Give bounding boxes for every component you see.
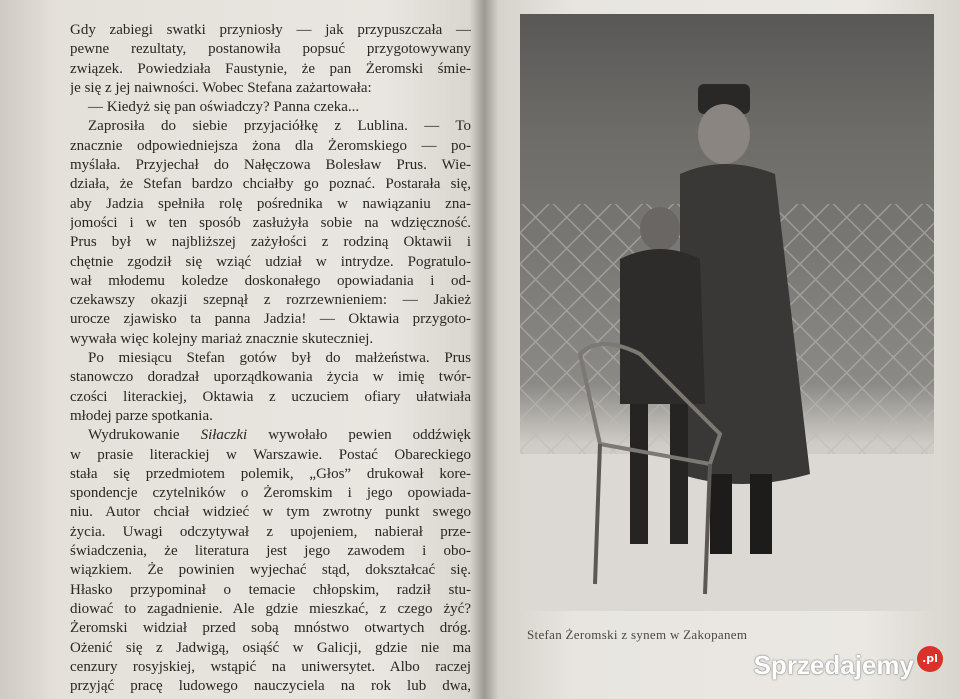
text-line: je się z jej naiwności. Wobec Stefana zażartowała: [70, 79, 372, 96]
text-line: w prasie literackiej w Warszawie. Postać Obareckiego [70, 446, 471, 463]
left-page-text [70, 21, 471, 696]
italic-title: Siłaczki [200, 427, 248, 444]
text-line: — Kiedyż się pan oświadczy? Panna czeka... [88, 99, 360, 116]
text-line: myślała. Przyjechał do Nałęczowa Bolesław Prus. Wie- [70, 157, 471, 174]
text-line: czekawszy okazji szepnął z rozrzewnieniem: — Jakież [70, 292, 471, 309]
text-line: Hłasko przypominał o temacie chłopskim, radził stu- [70, 581, 471, 598]
watermark [754, 646, 943, 680]
text-line: chętnie zgodził się wziąć udział w intrydze. Pogratulo- [70, 253, 471, 270]
photograph-zeromski-with-son [520, 14, 934, 611]
text-line [70, 426, 471, 445]
text-line: diować to zagadnienie. Ale gdzie mieszkać, z czego żyć? [70, 600, 471, 617]
text-line: aby Jadzia spełniła rolę pośrednika w nawiązaniu zna- [70, 195, 471, 212]
text-line: Prus był w najbliższej zażyłości z rodziną Oktawii i [70, 234, 471, 251]
text-line: Ożenić się z Jadwigą, osiąść w Galicji, gdzie nie ma [70, 639, 471, 656]
text-line: pewne rezultaty, postanowiła popsuć przygotowywany [70, 41, 471, 58]
text-line: Gdy zabiegi swatki przyniosły — jak przypuszczała — [70, 22, 471, 38]
text-line: spondencje czytelników o Żeromskim i jego opowiada- [70, 485, 471, 502]
text-line: czości literackiej, Oktawia z uczuciem ofiary ułatwiała [70, 388, 471, 405]
text-line: Po miesiącu Stefan gotów był do małżeństwa. Prus [88, 350, 471, 367]
photo-caption: Stefan Żeromski z synem w Zakopanem [527, 627, 748, 642]
watermark-badge: .pl [917, 646, 943, 672]
text-line: urocze zjawisko ta panna Jadzia! — Oktawia przygoto- [70, 311, 471, 328]
text-line: działa, że Stefan bardzo chciałby go poznać. Postarała się, [70, 176, 471, 193]
text-line: wał młodemu koledze doskonałego opowiadania i od- [70, 272, 471, 289]
text-line: życia. Uwagi odczytywał z upojeniem, nabierał prze- [70, 523, 471, 540]
text-line: przyjąć pracę ludowego nauczyciela na rok lub dwa, [70, 678, 471, 695]
text-line: związek. Powiedziała Faustynie, że pan Żeromski śmie- [70, 60, 471, 77]
text-line: wiązkiem. Że powinien wyjechać stąd, dokształcać się. [70, 562, 471, 579]
text-line: jomości i w ten sposób zasłużyła sobie na wdzięczność. [70, 214, 471, 231]
text-line: niu. Autor chciał widzieć w tym zwrotny punkt swego [70, 504, 471, 521]
text-line: stała się przedmiotem polemik, „Głos” drukował kore- [70, 465, 471, 482]
text-line: Żeromski widział przed sobą mnóstwo otwartych dróg. [70, 620, 471, 637]
text-segment: Wydrukowanie [88, 427, 201, 444]
text-line: młodej parze spotkania. [70, 407, 213, 424]
text-line: stanowczo doradzał uporządkowania życia w imię twór- [70, 369, 471, 386]
text-line: cenzury rosyjskiej, wstąpić na uniwersytet. Albo raczej [70, 658, 471, 675]
text-line: świadczenia, że literatura jest jego zawodem i obo- [70, 543, 471, 560]
text-line: wywała więc kolejny mariaż znacznie skuteczniej. [70, 330, 374, 347]
text-segment: wywołało pewien oddźwięk [247, 427, 471, 444]
text-line: znacznie odpowiedniejsza żona dla Żeromskiego — po- [70, 137, 471, 154]
text-line: Zaprosiła do siebie przyjaciółkę z Lublina. — To [88, 118, 471, 135]
watermark-logo: Sprzedajemy [753, 650, 914, 680]
